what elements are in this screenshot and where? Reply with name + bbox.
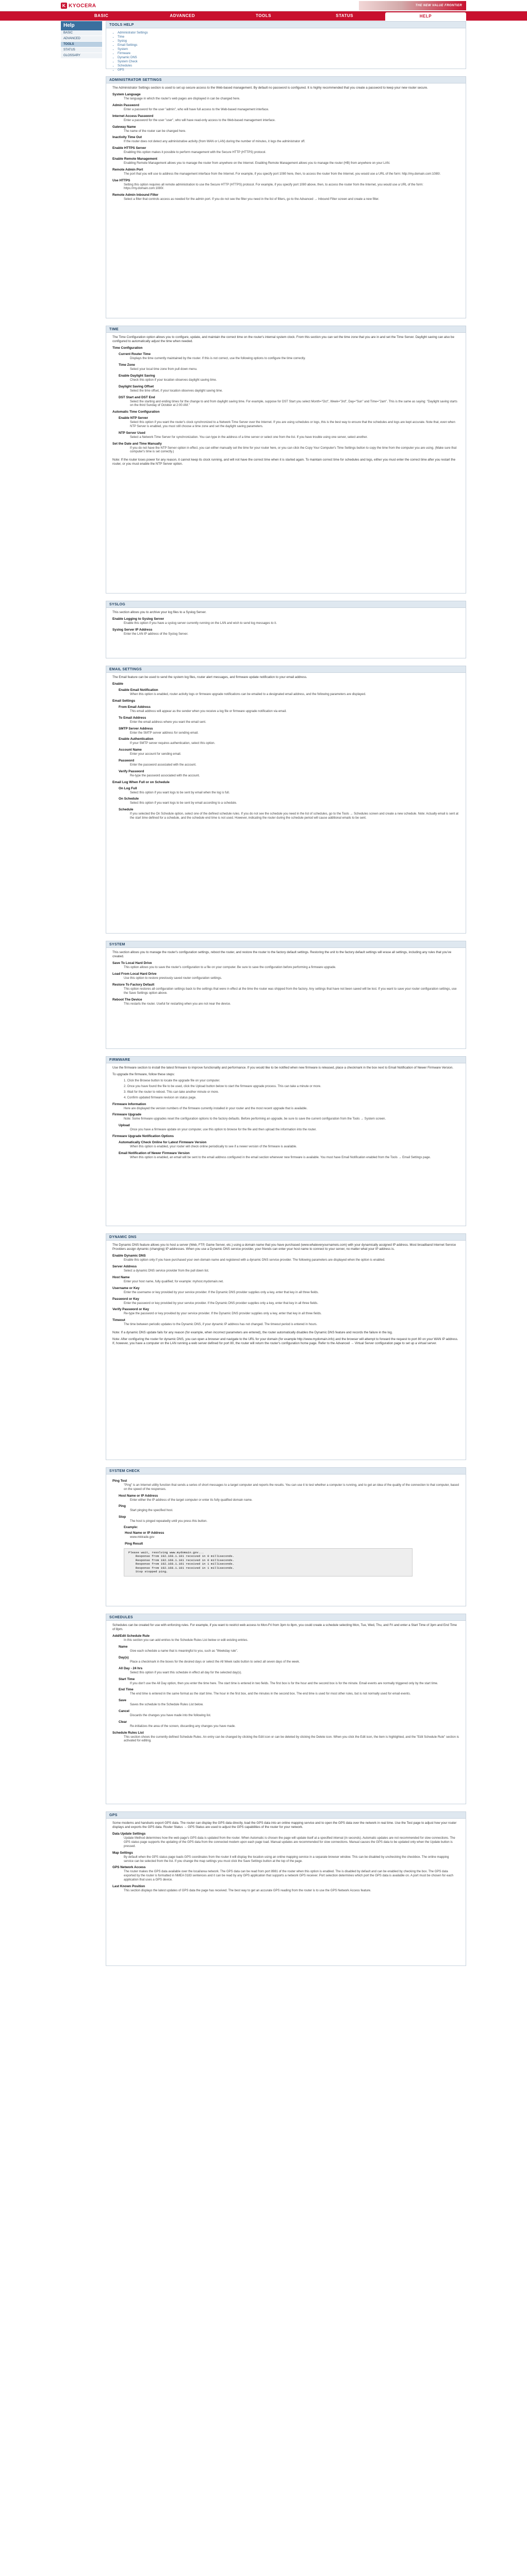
panel-title: SYSLOG bbox=[106, 601, 466, 608]
help-desc: Enabling Remote Management allows you to manage the router from anywhere on the Internet. Enabling Remote Management allows you to manage the router (HB) from anywhere on your LAN. bbox=[124, 161, 390, 165]
help-desc: Discards the changes you have made into the following list. bbox=[130, 1714, 211, 1717]
help-desc: This section shows the currently defined Schedule Rules. An entry can be changed by clicking the Edit icon or can be deleted by clicking the Delete icon. When you click the Edit icon, the item is highlighted, and the "Edit Schedule Rule" section is activated for editing. bbox=[124, 1735, 459, 1743]
section-intro: Schedules can be created for use with enforcing rules. For example, if you want to restrict web access to Mon-Fri from 3pm to 8pm, you could create a schedule selecting Mon, Tue, Wed, Thu, and Fri and enter a Start Time of 3pm and End Time of 8pm. bbox=[112, 1623, 457, 1632]
kyocera-logo[interactable] bbox=[61, 3, 96, 9]
help-desc: Enter either the IP address of the target computer or enter its fully qualified domain name. bbox=[130, 1498, 253, 1502]
help-term: Verify Password or Key bbox=[112, 1308, 150, 1312]
section-intro: The Email feature can be used to send the system log files, router alert messages, and firmware update notification to your email address. bbox=[112, 675, 307, 679]
firmware-panel bbox=[106, 1056, 466, 1226]
help-term: Server Address bbox=[112, 1265, 137, 1269]
ddns-note: Note: If a dynamic DNS update fails for any reason (for example, when incorrect parameters are entered), the router automatically disables the Dynamic DNS feature and records the failure in the log. bbox=[112, 1330, 393, 1334]
tools-help-panel bbox=[106, 21, 466, 72]
system-check-panel bbox=[106, 1467, 466, 1606]
time-note: Note: If the router loses power for any reason, it cannot keep its clock running, and will not have the correct time when it is started again. To maintain correct time for schedules and logs, either you must enter the correct time after you restart the router, or you must enable the NTP Server option. bbox=[112, 458, 456, 466]
help-desc: Enter your account for sending email. bbox=[130, 753, 182, 756]
help-term: Data Update Settings bbox=[112, 1832, 146, 1836]
help-term: Remote Admin Port bbox=[112, 167, 143, 172]
help-desc: Select this option if you want logs to be sent by email according to a schedule. bbox=[130, 802, 237, 805]
help-term: Enable Remote Management bbox=[112, 157, 158, 161]
help-desc: By default when the GPS status page loads GPS coordinates from the router it will display the location using an online mapping service in a separate browser window. This can be disabled by unchecking the checkbox. The online mapping service can be selected from the list. If you change the map settings you must click the Save Settings button at the top of the page. bbox=[124, 1855, 449, 1863]
tools-help-links bbox=[112, 31, 459, 72]
help-desc: Enable this option if you have a syslog server currently running on the LAN and wish to send log messages to it. bbox=[124, 622, 277, 625]
help-term: Enable Daylight Saving bbox=[119, 374, 155, 378]
schedules-panel bbox=[106, 1614, 466, 1804]
help-term: GPS Network Access bbox=[112, 1866, 146, 1870]
administrator-settings-panel bbox=[106, 76, 466, 318]
help-desc: Select the time offset, if your location observes daylight saving time. bbox=[130, 389, 223, 393]
help-term: SMTP Server Address bbox=[119, 726, 153, 731]
help-desc: Update Method determines how the web page's GPS data is updated from the router. When Automatic is chosen the page will update itself at a specified interval (in seconds). Automatic updates are not recommended for slow connections. The GPS status page supports the updating of the GPS data from the connected modem upon each page load. Manual updates are recommended for slow connections. Manual causes the GPS data to be updated only when the Update button is pressed. bbox=[124, 1837, 455, 1848]
example-term: Ping Result bbox=[125, 1541, 143, 1546]
panel-title: FIRMWARE bbox=[106, 1057, 466, 1063]
help-term: All Day - 24 hrs bbox=[119, 1666, 143, 1670]
help-term: Current Router Time bbox=[119, 352, 151, 357]
help-term: Cancel bbox=[119, 1709, 129, 1713]
panel-title: EMAIL SETTINGS bbox=[106, 666, 466, 673]
help-link[interactable]: ▪ Administrator Settings bbox=[118, 31, 459, 35]
help-term: Reboot The Device bbox=[112, 997, 142, 1002]
help-desc: Select the starting and ending times for the change to and from daylight saving time. For example, suppose for DST Start you select Month="Oct", Week="3rd", Day="Sun" and Time="2am". This is the same as saying: "Daylight saving starts on the third Sunday of October at 2:00 AM." bbox=[130, 400, 457, 408]
help-term: Internet Access Password bbox=[112, 114, 154, 118]
help-term: Admin Password bbox=[112, 104, 139, 107]
help-group: Time Configuration bbox=[112, 346, 143, 350]
help-desc: If the router does not detect any administrative activity (from WAN or LAN) during the number of minutes, it logs the administrator off. bbox=[124, 140, 305, 144]
help-desc: Re-type the password associated with the account. bbox=[130, 774, 200, 777]
help-term: Syslog Server IP Address bbox=[112, 628, 153, 632]
help-desc: Displays the time currently maintained by the router. If this is not correct, use the following options to configure the time correctly. bbox=[130, 357, 306, 361]
help-desc: The time between periodic updates to the Dynamic DNS, if your dynamic IP address has not changed. The timeout period is entered in hours. bbox=[124, 1323, 318, 1327]
help-group: Email Settings bbox=[112, 699, 136, 703]
help-term: Enable Dynamic DNS bbox=[112, 1254, 146, 1258]
help-term: Time Zone bbox=[119, 363, 135, 367]
example-term: Host Name or IP Address bbox=[125, 1531, 164, 1535]
help-desc: If your SMTP server requires authentication, select this option. bbox=[130, 742, 216, 745]
help-term: Password bbox=[119, 758, 135, 762]
help-term: Start Time bbox=[119, 1677, 135, 1681]
help-group: Enable bbox=[112, 682, 123, 686]
help-term: Email Notification of Newer Firmware Version bbox=[119, 1151, 190, 1155]
help-desc: This option allows you to save the router's configuration to a file on your computer. Be sure to save the configuration before performing a firmware upgrade. bbox=[124, 966, 336, 970]
help-term: Restore To Factory Default bbox=[112, 983, 155, 987]
nav-tab-tools[interactable]: TOOLS bbox=[256, 13, 271, 18]
help-desc: Select a dynamic DNS service provider from the pull down list. bbox=[124, 1269, 209, 1273]
help-desc: When this option is enabled, router activity logs or firmware upgrade notifications can be emailed to a designated email address, and the following parameters are displayed. bbox=[130, 693, 366, 697]
help-desc: This restarts the router. Useful for restarting when you are not near the device. bbox=[124, 1002, 231, 1006]
help-desc: This email address will appear as the sender when you receive a log file or firmware upgrade notification via email. bbox=[130, 710, 287, 713]
help-desc: The host is pinged repeatedly until you press this button. bbox=[130, 1520, 208, 1523]
help-desc: Select this option if you want this schedule in effect all day for the selected day(s). bbox=[130, 1671, 242, 1674]
section-intro: Some modems and handsets export GPS data. The router can display the GPS data directly, load the GPS data into an online mapping service and to open the GPS data over the network in real time. Use the Test page to adjust how your router displays and exports the GPS data. Router Status → GPS Status are used to adjust the GPS capabilities of the router for your network. bbox=[112, 1821, 457, 1829]
help-link[interactable]: ▪ Firmware bbox=[118, 52, 459, 56]
help-term: Load From Local Hard Drive bbox=[112, 972, 157, 976]
help-term: Host Name or IP Address bbox=[119, 1494, 158, 1498]
help-desc: This section displays the latest updates of GPS data the page has received. The best way to get an accurate GPS reading from the router is to use the GPS Network Access feature. bbox=[124, 1889, 371, 1892]
help-term: Save To Local Hard Drive bbox=[112, 961, 152, 965]
help-link[interactable]: ▪ Schedules bbox=[118, 64, 459, 68]
help-link[interactable]: ▪ Syslog bbox=[118, 39, 459, 43]
help-term: Day(s) bbox=[119, 1656, 129, 1659]
help-term: To Email Address bbox=[119, 716, 146, 720]
help-desc: Use this option to restore previously saved router configuration settings. bbox=[124, 977, 222, 980]
help-term: NTP Server Used bbox=[119, 431, 145, 435]
help-desc: Select your local time zone from pull down menu. bbox=[130, 368, 197, 371]
help-term: Username or Key bbox=[112, 1286, 140, 1290]
help-desc: Here are displayed the version numbers of the firmware currently installed in your router and the most recent upgrade that is available. bbox=[124, 1107, 308, 1110]
email-settings-panel bbox=[106, 666, 466, 934]
time-panel bbox=[106, 326, 466, 594]
help-desc: If you selected the On Schedule option, select one of the defined schedule rules. If you do not see the schedule you need in the list of schedules, go to the Tools → Schedules screen and create a new schedule. Note: Actually email is sent at the start time defined for a schedule, and the schedule end time is not used. However, indicating the router during the schedule period will cause additional emails to be sent. bbox=[130, 812, 458, 820]
help-term: Enable Email Notification bbox=[119, 688, 158, 692]
nav-tab-basic[interactable]: BASIC bbox=[94, 13, 109, 18]
panel-title: SYSTEM CHECK bbox=[106, 1468, 466, 1475]
help-link[interactable]: ▪ System bbox=[118, 47, 459, 52]
help-desc: Enter a password for the user "admin", who will have full access to the Web-based management interface. bbox=[124, 108, 269, 111]
help-desc: Re-type the password or key provided by your service provider. If the Dynamic DNS provider supplies only a key, enter that key in all three fields. bbox=[124, 1312, 322, 1316]
panel-title: TIME bbox=[106, 326, 466, 333]
help-desc: Enter the username or key provided by your service provider. If the Dynamic DNS provider supplies only a key, enter that key in all three fields. bbox=[124, 1291, 319, 1294]
help-desc: Place a checkmark in the boxes for the desired days or select the All Week radio button to select all seven days of the week. bbox=[130, 1660, 300, 1664]
help-desc: Enter the SMTP server address for sending email. bbox=[130, 731, 199, 735]
help-desc: Once you have a firmware update on your computer, use this option to browse for the file and then upload the information into the router. bbox=[130, 1128, 317, 1132]
help-desc: Enter the LAN IP address of the Syslog Server. bbox=[124, 633, 188, 636]
ddns-note: Note: After configuring the router for dynamic DNS, you can open a browser and navigate to the URL for your domain (for example http://www.mydomain.info) and the browser will attempt to forward the request to port 80 on your WAN IP address. If, however, you have a computer on the LAN running a web server defined for port 80, the router will return the router's configuration home page. Refer to the Advanced → Virtual Server configuration page to set up a virtual server. bbox=[112, 1337, 458, 1346]
help-desc: The port that you will use to address the management interface from the Internet. For example, if you specify port 1080 here, then, to access the router from the Internet, you would use a URL of the form: http://my.domain.com:1080/. bbox=[124, 172, 441, 176]
help-link[interactable]: ▪ GPS bbox=[118, 68, 459, 72]
help-desc: Select a Network Time Server for synchronization. You can type in the address of a time server or select one from the list. If you have trouble using one server, select another. bbox=[130, 435, 368, 439]
help-term: DST Start and DST End bbox=[119, 395, 155, 399]
panel-title: ADMINISTRATOR SETTINGS bbox=[106, 77, 466, 83]
help-term: System Language bbox=[112, 93, 141, 97]
help-term: On Schedule bbox=[119, 797, 139, 801]
upgrade-step: 3. Wait for the router to reboot. This can take another minute or more. bbox=[124, 1091, 219, 1094]
help-term: Host Name bbox=[112, 1276, 130, 1279]
help-term: Name bbox=[119, 1645, 128, 1649]
panel-title: TOOLS HELP bbox=[106, 22, 466, 28]
help-term: Gateway Name bbox=[112, 125, 136, 129]
sidebar-title: Help bbox=[61, 21, 102, 30]
section-intro: The Dynamic DNS feature allows you to host a server (Web, FTP, Game Server, etc.) using a domain name that you have purchased (www.whateveryournameis.com) with your dynamically assigned IP address. Most broadband Internet Service Providers assign dynamic (changing) IP addresses. When you use a Dynamic DNS service provider, your friends can enter your host name to connect to your server, no matter what your IP address is. bbox=[112, 1243, 456, 1251]
logo-text: KYOCERA bbox=[69, 3, 96, 9]
help-term: Firmware Upgrade Notification Options bbox=[112, 1134, 174, 1138]
help-term: On Log Full bbox=[119, 786, 137, 790]
help-group: Schedule Rules List bbox=[112, 1731, 144, 1735]
section-intro: "Ping" is an Internet utility function that sends a series of short messages to a target computer and reports the results. You can use it to test whether a computer is running, and to get an idea of the quality of the connection to that computer, based on the speed of the responses. bbox=[124, 1484, 459, 1491]
section-intro: The Time Configuration option allows you to configure, update, and maintain the correct time on the router's internal system clock. From this section you can set the time zone that you are in and set the Time Server. Daylight saving can also be configured to automatically adjust the time when needed. bbox=[112, 335, 454, 344]
help-term: Save bbox=[119, 1699, 126, 1703]
help-group: Email Log When Full or on Schedule bbox=[112, 780, 170, 784]
help-term: Firmware Upgrade bbox=[112, 1113, 142, 1117]
help-desc: Enter your host name, fully qualified; for example: myhost.mydomain.net. bbox=[124, 1280, 224, 1283]
help-group: Ping Test bbox=[112, 1479, 127, 1483]
help-term: Daylight Saving Offset bbox=[119, 384, 154, 388]
help-desc: This option restores all configuration settings back to the settings that were in effect at the time the router was shipped from the factory. Any settings that have not been saved will be lost. If you want to save your router configuration settings, use the Save Settings option above. bbox=[124, 988, 457, 995]
help-desc: Give each schedule a name that is meaningful to you, such as "Weekday rule". bbox=[130, 1650, 238, 1653]
help-term: From Email Address bbox=[119, 705, 151, 709]
help-link[interactable]: ▪ Time bbox=[118, 35, 459, 39]
main-content bbox=[106, 21, 466, 1973]
help-term: Inactivity Time Out bbox=[112, 135, 142, 140]
help-term: Password or Key bbox=[112, 1297, 139, 1301]
help-desc: Enter the password associated with the account. bbox=[130, 763, 196, 767]
help-desc: Start pinging the specified host. bbox=[130, 1509, 173, 1513]
main-nav bbox=[0, 11, 527, 21]
help-desc: Enter the email address where you want the email sent. bbox=[130, 720, 206, 724]
example-host: www.mktrade.gov bbox=[130, 1535, 155, 1539]
gps-panel bbox=[106, 1811, 466, 1966]
help-term: End Time bbox=[119, 1688, 134, 1692]
help-desc: Setting this option requires all remote administration to use the Secure HTTP (HTTPS) protocol. For example, if you specify port 1080 above, then, to access the router from the Internet, you would use a URL of the form: https://my.domain.com:1080/. bbox=[124, 183, 423, 191]
help-term: Ping bbox=[119, 1504, 126, 1509]
help-group: Automatic Time Configuration bbox=[112, 410, 160, 414]
help-term: Upload bbox=[119, 1124, 130, 1128]
syslog-panel bbox=[106, 601, 466, 658]
steps-intro: To upgrade the firmware, follow these steps: bbox=[112, 1073, 175, 1077]
help-desc: The end time is entered in the same format as the start time. The hour in the first box, and the minutes in the second box. The end time is used for most other rules, but is not normally used for email events. bbox=[130, 1692, 411, 1696]
kyocera-logo-icon: K bbox=[61, 3, 67, 9]
help-link[interactable]: ▪ Email Settings bbox=[118, 43, 459, 47]
panel-title: GPS bbox=[106, 1812, 466, 1819]
help-term: Schedule bbox=[119, 808, 134, 812]
help-term: Clear bbox=[119, 1720, 127, 1724]
upgrade-step: 1. Click the Browse button to locate the upgrade file on your computer. bbox=[124, 1079, 220, 1083]
help-term: Firmware Information bbox=[112, 1102, 146, 1106]
help-desc: Enabling this option makes it possible to perform management with the Secure HTTP (HTTPS) protocol. bbox=[124, 151, 267, 155]
section-intro: This section allows you to manage the router's configuration settings, reboot the router, and restore the router to the factory default settings. Restoring the unit to the factory default settings will erase all settings, including any rules that you've created. bbox=[112, 951, 452, 959]
help-term: Stop bbox=[119, 1515, 126, 1519]
help-desc: Select a filter that controls access as needed for the admin port. If you do not see the filter you need in the list of filters, go to the Advanced → Inbound Filter screen and create a new filter. bbox=[124, 198, 380, 201]
help-desc: If you do not have the NTP Server option in effect, you can either manually set the time for your router here, or you can click the Copy Your Computer's Time Settings button to copy the time from the computer you are using. (Make sure that computer's time is set correctly.) bbox=[130, 446, 457, 454]
upgrade-step: 2. Once you have found the file to be used, click the Upload button below to start the firmware upgrade process. This can take a minute or more. bbox=[124, 1085, 321, 1089]
help-term: Timeout bbox=[112, 1318, 125, 1323]
help-term: Automatically Check Online for Latest Firmware Version bbox=[119, 1140, 207, 1144]
help-term: Enable Logging to Syslog Server bbox=[112, 617, 164, 621]
system-panel bbox=[106, 941, 466, 1049]
panel-title: SCHEDULES bbox=[106, 1614, 466, 1621]
help-term: Enable Authentication bbox=[119, 737, 154, 741]
nav-tab-status[interactable]: STATUS bbox=[336, 13, 354, 18]
nav-tab-help[interactable]: HELP bbox=[385, 12, 466, 21]
help-desc: The name of the router can be changed here. bbox=[124, 129, 186, 133]
help-term: Map Settings bbox=[112, 1851, 133, 1855]
sidebar-item-advanced[interactable]: ADVANCED bbox=[61, 36, 102, 42]
top-bar bbox=[0, 0, 527, 11]
section-intro: Use the firmware section to install the latest firmware to improve functionality and performance. If you would like to be notified when new firmware is released, place a checkmark in the box next to Email Notification of Newer Firmware Version. bbox=[112, 1066, 453, 1070]
help-group: Set the Date and Time Manually bbox=[112, 442, 162, 446]
help-desc: The language in which the router's web pages are displayed in can be changed here. bbox=[124, 97, 240, 101]
help-desc: The router makes the GPS data available over the local/area network. The GPS data can be read from port 8981 of the router when this option is enabled. The is disabled by default and can be enabled by checking the box. The GPS data exported by the router is formatted in NMEA 0183 sentences and it can be read by any GPS application that supports a network GPS receiver. Port selection determines which port the GPS data is available on. A port must be chosen for each application that uses a GPS device. bbox=[124, 1870, 454, 1882]
help-desc: When this option is enabled, an email will be sent to the email address configured in the email section whenever new firmware is available. You must have Email Notification enabled from the Tools → Email Settings page. bbox=[130, 1156, 431, 1159]
help-desc: Enter the password or key provided by your service provider. If the Dynamic DNS provider supplies only a key, enter that key in all three fields. bbox=[124, 1301, 319, 1305]
help-term: Last Known Position bbox=[112, 1884, 145, 1888]
help-desc: Note: Some firmware upgrades reset the configuration options to the factory defaults. Before performing an upgrade, be sure to save the current configuration from the Tools → System screen. bbox=[124, 1117, 386, 1121]
sidebar-item-status[interactable]: STATUS bbox=[61, 47, 102, 53]
ping-result-output: Please wait, resolving www.mydomain.gov... Response from 192.168.1.101 received in 0 milliseconds. Response from 192.168.1.101 received in 0 milliseconds. Response from 192.168.1.101 received in 1 milliseconds. Response from 192.168.1.101 received in 1 milliseconds. Stop stopped ping. bbox=[124, 1548, 413, 1577]
panel-title: DYNAMIC DNS bbox=[106, 1234, 466, 1241]
section-intro: The Administrator Settings section is used to set up secure access to the Web-based management. By default no password is configured. It is highly recommended that you create a password to keep your new router secure. bbox=[112, 86, 428, 90]
help-desc: Check this option if your location observes daylight saving time. bbox=[130, 379, 217, 382]
upgrade-step: 4. Confirm updated firmware revision on status page. bbox=[124, 1096, 196, 1099]
example-label: Example: bbox=[124, 1525, 138, 1529]
panel-title: SYSTEM bbox=[106, 941, 466, 948]
help-desc: Saves the schedule to the Schedule Rules List below. bbox=[130, 1703, 204, 1707]
help-desc: When this option is enabled, your router will check online periodically to see if a newer version of the firmware is available. bbox=[130, 1145, 297, 1148]
sidebar-item-tools[interactable]: TOOLS bbox=[61, 42, 102, 47]
help-desc: Enter a password for the user "user", who will have read-only access to the Web-based management interface. bbox=[124, 118, 276, 122]
sidebar-item-glossary[interactable]: GLOSSARY bbox=[61, 53, 102, 59]
help-desc: In this section you can add entries to the Schedule Rules List below or edit existing entries. bbox=[124, 1639, 249, 1642]
help-desc: If you don't use the All Day option, then you enter the time here. The start time is entered in two fields. The first box is for the hour and the second box is for the minute. Email events are normally triggered only by the start time. bbox=[130, 1682, 438, 1685]
help-desc: Re-initializes the area of the screen, discarding any changes you have made. bbox=[130, 1724, 236, 1728]
tagline-banner: THE NEW VALUE FRONTIER bbox=[359, 1, 466, 10]
help-term: Enable NTP Server bbox=[119, 416, 149, 420]
help-desc: Select this option if you want logs to be sent by email when the log is full. bbox=[130, 791, 230, 794]
nav-tab-advanced[interactable]: ADVANCED bbox=[170, 13, 195, 18]
sidebar bbox=[61, 21, 102, 59]
sidebar-item-basic[interactable]: BASIC bbox=[61, 30, 102, 36]
help-term: Use HTTPS bbox=[112, 178, 130, 182]
help-group: Add/Edit Schedule Rule bbox=[112, 1634, 150, 1638]
help-desc: Enable this option only if you have purchased your own domain name and registered with a dynamic DNS service provider. The following parameters are displayed when the option is enabled. bbox=[124, 1259, 385, 1262]
help-term: Account Name bbox=[119, 748, 142, 752]
help-link[interactable]: ▪ Dynamic DNS bbox=[118, 56, 459, 60]
section-intro: This section allows you to archive your log files to a Syslog Server. bbox=[112, 611, 207, 614]
help-term: Remote Admin Inbound Filter bbox=[112, 193, 159, 197]
dynamic-dns-panel bbox=[106, 1233, 466, 1460]
help-term: Enable HTTPS Server bbox=[112, 146, 146, 150]
help-term: Verify Password bbox=[119, 769, 144, 773]
help-link[interactable]: ▪ System Check bbox=[118, 60, 459, 64]
help-desc: Select this option if you want the router's clock synchronized to a Network Time Server over the Internet. If you are using schedules or logs, this is the best way to ensure that the schedules and logs are kept accurate. Note that, even when NTP Server is enabled, you must still choose a time zone and set the daylight saving parameters. bbox=[130, 421, 455, 428]
